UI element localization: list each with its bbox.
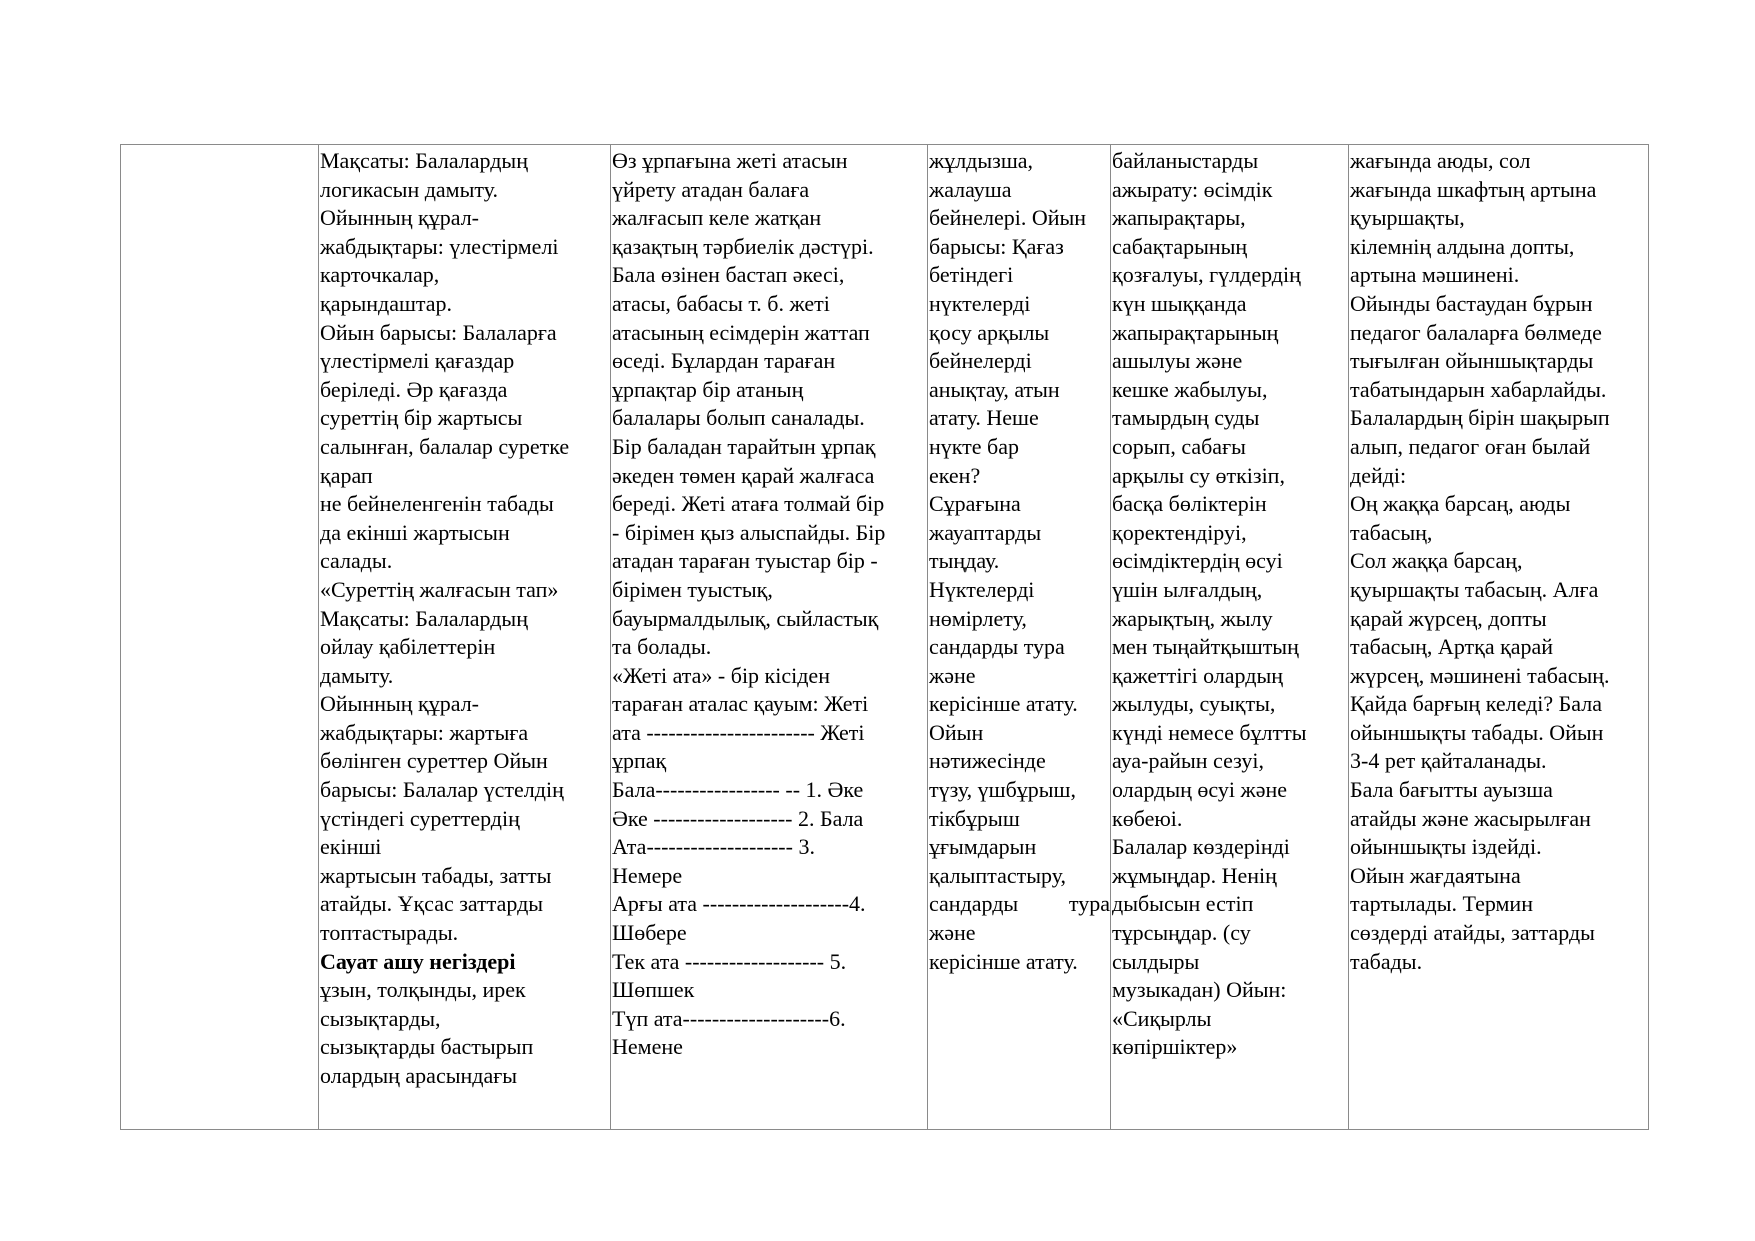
text-line: Ойын <box>929 719 984 745</box>
text-line: Шөбере <box>612 920 687 946</box>
text-line: үйрету атадан балаға <box>612 176 810 202</box>
text-line: Шөпшек <box>612 977 695 1003</box>
text-line: көбеюі. <box>1112 805 1183 831</box>
text-line: бауырмалдылық, сыйластық <box>612 605 879 631</box>
text-line: байланыстарды <box>1112 148 1259 173</box>
text-line: сылдыры <box>1112 948 1200 974</box>
text-line: алып, педагог оған былай <box>1350 433 1591 459</box>
text-line: қарай жүрсең, допты <box>1350 605 1547 631</box>
text-line: береді. Жеті атаға толмай бір <box>612 491 885 517</box>
text-line: ажырату: өсімдік <box>1112 176 1273 202</box>
text-line: Бала өзінен бастап әкесі, <box>612 262 845 288</box>
text-line: үлестірмелі қағаздар <box>320 348 515 374</box>
text-line: ұзын, толқынды, ирек <box>320 977 526 1003</box>
text-line: Бір баладан тарайтын ұрпақ <box>612 433 876 459</box>
text-line: қарындаштар. <box>320 290 453 316</box>
text-line: музыкадан) Ойын: <box>1112 977 1287 1003</box>
text-line: табасың, Артқа қарай <box>1350 634 1554 660</box>
table-row <box>121 145 1649 1130</box>
text-line: Немене <box>612 1034 683 1060</box>
text-line: тараған аталас қауым: Жеті <box>612 691 869 717</box>
text-line: жапырақтары, <box>1112 205 1246 231</box>
text-line: не бейнеленгенін табады <box>320 491 554 517</box>
text-line: тығылған ойыншықтарды <box>1350 348 1594 374</box>
text-line: тұрсыңдар. (су <box>1112 920 1251 946</box>
text-line: нүктелерді <box>929 290 1031 316</box>
text-line: қуыршақты, <box>1350 205 1465 231</box>
text-line: күнді немесе бұлтты <box>1112 719 1307 745</box>
text-line: жабдықтары: жартыға <box>320 719 529 745</box>
text-line: нөмірлету, <box>929 605 1027 631</box>
text-line: балалары болып саналады. <box>612 405 865 431</box>
text-line: кілемнің алдына допты, <box>1350 233 1575 259</box>
text-line: атайды. Ұқсас заттарды <box>320 891 544 917</box>
text-line: және <box>929 920 976 946</box>
text-line: үстіндегі суреттердің <box>320 805 520 831</box>
text-line: нәтижесінде <box>929 748 1046 774</box>
text-line: олардың арасындағы <box>320 1063 518 1088</box>
text-line: артына мәшинені. <box>1350 262 1520 288</box>
text-line: жылуды, суықты, <box>1112 691 1276 717</box>
text-line: сабақтарының <box>1112 233 1248 259</box>
text-line: беріледі. Әр қағазда <box>320 376 508 402</box>
text-line: ашылуы және <box>1112 348 1243 374</box>
text-line: Арғы ата --------------------4. <box>612 891 866 917</box>
text-line: ойыншықты іздейді. <box>1350 834 1542 860</box>
text-line: анықтау, атын <box>929 376 1060 402</box>
text-line: қуыршақты табасың. Алға <box>1350 576 1599 602</box>
text-line: тыңдау. <box>929 548 1000 574</box>
text-line: арқылы су өткізіп, <box>1112 462 1285 488</box>
text-line: екінші <box>320 834 382 860</box>
text-line: өсімдіктердің өсуі <box>1112 548 1283 574</box>
text-line: Ойынның құрал- <box>320 205 479 231</box>
text-line: керісінше атату. <box>929 691 1078 717</box>
text-line: Ата-------------------- 3. <box>612 834 815 860</box>
text-line: 3-4 рет қайталанады. <box>1350 748 1547 774</box>
text-line: қосу арқылы <box>929 319 1050 345</box>
text-line: барысы: Қағаз <box>929 233 1064 259</box>
text-line: бетіндегі <box>929 262 1014 288</box>
text-line: жағында аюды, сол <box>1350 148 1531 173</box>
text-line: топтастырады. <box>320 920 459 946</box>
text-line: Немере <box>612 862 683 888</box>
text-line: тартылады. Термин <box>1350 891 1533 917</box>
text-line: сандарды тура <box>929 891 1110 917</box>
text-line: Бала----------------- -- 1. Әке <box>612 777 864 803</box>
text-line: бейнелері. Ойын <box>929 205 1087 231</box>
text-line: салынған, балалар суретке <box>320 433 570 459</box>
text-line: қалыптастыру, <box>929 862 1066 888</box>
text-line: және <box>929 662 976 688</box>
text-line: салады. <box>320 548 393 574</box>
text-line: Оң жаққа барсаң, аюды <box>1350 491 1571 517</box>
text-line: қозғалуы, гүлдердің <box>1112 262 1301 288</box>
table-cell-col-5 <box>1111 145 1349 1130</box>
text-line: керісінше атату. <box>929 948 1078 974</box>
text-line: дейді: <box>1350 462 1407 488</box>
text-line: Түп ата--------------------6. <box>612 1005 846 1031</box>
text-line: жауаптарды <box>929 519 1042 545</box>
text-line: Ойын жағдаятына <box>1350 862 1521 888</box>
text-line: Мақсаты: Балалардың <box>320 148 528 173</box>
text-line: ойлау қабілеттерін <box>320 634 496 660</box>
text-line: кешке жабылуы, <box>1112 376 1268 402</box>
text-line: Қайда барғың келеді? Бала <box>1350 691 1602 717</box>
text-line: - бірімен қыз алыспайды. Бір <box>612 519 886 545</box>
text-line: Сол жаққа барсаң, <box>1350 548 1523 574</box>
text-line: ұрпақ <box>612 748 667 774</box>
text-line: қажеттігі олардың <box>1112 662 1284 688</box>
text-line: тікбұрыш <box>929 805 1020 831</box>
text-line: үшін ылғалдың, <box>1112 576 1263 602</box>
text-line: бөлінген суреттер Ойын <box>320 748 548 774</box>
text-line: Ойынды бастаудан бұрын <box>1350 290 1593 316</box>
text-line: сызықтарды, <box>320 1005 441 1031</box>
text-line: ауа-райын сезуі, <box>1112 748 1264 774</box>
text-line: атасының есімдерін жаттап <box>612 319 870 345</box>
text-line: олардың өсуі және <box>1112 777 1288 803</box>
text-line: ойыншықты табады. Ойын <box>1350 719 1604 745</box>
text-line: табатындарын хабарлайды. <box>1350 376 1607 402</box>
text-line: Нүктелерді <box>929 576 1035 602</box>
text-line: дамыту. <box>320 662 394 688</box>
text-line: ата ----------------------- Жеті <box>612 719 865 745</box>
text-line: жарықтың, жылу <box>1112 605 1273 631</box>
text-line: қоректендіруі, <box>1112 519 1247 545</box>
text-line: «Сиқырлы <box>1112 1005 1212 1031</box>
table-cell-col-3 <box>611 145 928 1130</box>
text-line: Сұрағына <box>929 491 1021 517</box>
text-line: Мақсаты: Балалардың <box>320 605 528 631</box>
text-line: Балалардың бірін шақырып <box>1350 405 1610 431</box>
text-line: да екінші жартысын <box>320 519 510 545</box>
table-cell-col-4 <box>928 145 1111 1130</box>
text-line: атату. Неше <box>929 405 1039 431</box>
text-line: табасың, <box>1350 519 1433 545</box>
text-line: Әке ------------------- 2. Бала <box>612 805 864 831</box>
text-line: жабдықтары: үлестірмелі <box>320 233 559 259</box>
text-line: Балалар көздерінді <box>1112 834 1290 860</box>
text-line: әкеден төмен қарай жалғаса <box>612 462 875 488</box>
text-line: жұмыңдар. Ненің <box>1112 862 1277 888</box>
text-line: Тек ата ------------------- 5. <box>612 948 847 974</box>
text-line: нүкте бар <box>929 433 1020 459</box>
text-line: екен? <box>929 462 981 488</box>
text-line: жұлдызша, <box>929 148 1034 173</box>
text-line: атадан тараған туыстар бір - <box>612 548 878 574</box>
text-line: өседі. Бұлардан тараған <box>612 348 836 374</box>
text-line: қарап <box>320 462 373 488</box>
text-line: мен тыңайтқыштың <box>1112 634 1299 660</box>
table-cell-col-1 <box>121 145 319 1130</box>
text-line: тамырдың суды <box>1112 405 1260 431</box>
text-line: Ойын барысы: Балаларға <box>320 319 557 345</box>
text-line: логикасын дамыту. <box>320 176 498 202</box>
text-line: карточкалар, <box>320 262 440 288</box>
text-line: Өз ұрпағына жеті атасын <box>612 148 848 173</box>
text-line: атасы, бабасы т. б. жеті <box>612 290 830 316</box>
text-line: барысы: Балалар үстелдің <box>320 777 564 803</box>
text-line: сандарды тура <box>929 634 1065 660</box>
text-line: Бала бағытты ауызша <box>1350 777 1553 803</box>
text-line: сызықтарды бастырып <box>320 1034 534 1060</box>
text-line: ұғымдарын <box>929 834 1037 860</box>
text-line: «Суреттің жалғасын тап» <box>320 576 559 602</box>
text-line: табады. <box>1350 948 1423 974</box>
text-line: көпіршіктер» <box>1112 1034 1238 1060</box>
text-line: дыбысын естіп <box>1112 891 1254 917</box>
text-line: түзу, үшбұрыш, <box>929 777 1076 803</box>
text-line: атайды және жасырылған <box>1350 805 1591 831</box>
text-line: суреттің бір жартысы <box>320 405 523 431</box>
table-cell-col-6 <box>1349 145 1649 1130</box>
text-line: сорып, сабағы <box>1112 433 1246 459</box>
text-line: жапырақтарының <box>1112 319 1279 345</box>
text-line: ұрпақтар бір атаның <box>612 376 804 402</box>
text-line: жалғасып келе жатқан <box>612 205 822 231</box>
text-line: Ойынның құрал- <box>320 691 479 717</box>
text-line: жалауша <box>929 176 1012 202</box>
text-line: жартысын табады, затты <box>320 862 552 888</box>
text-line: «Жеті ата» - бір кісіден <box>612 662 830 688</box>
text-line: күн шыққанда <box>1112 290 1247 316</box>
text-line: қазақтың тәрбиелік дәстүрі. <box>612 233 874 259</box>
text-line: сөздерді атайды, заттарды <box>1350 920 1595 946</box>
text-line: бейнелерді <box>929 348 1032 374</box>
text-line: та болады. <box>612 634 712 660</box>
lesson-plan-table <box>120 144 1649 1130</box>
text-line: Сауат ашу негіздері <box>320 948 516 974</box>
text-line: басқа бөліктерін <box>1112 491 1267 517</box>
text-line: жүрсең, мәшинені табасың. <box>1350 662 1610 688</box>
table-cell-col-2 <box>319 145 611 1130</box>
text-line: жағында шкафтың артына <box>1350 176 1597 202</box>
text-line: бірімен туыстық, <box>612 576 773 602</box>
text-line: педагог балаларға бөлмеде <box>1350 319 1602 345</box>
